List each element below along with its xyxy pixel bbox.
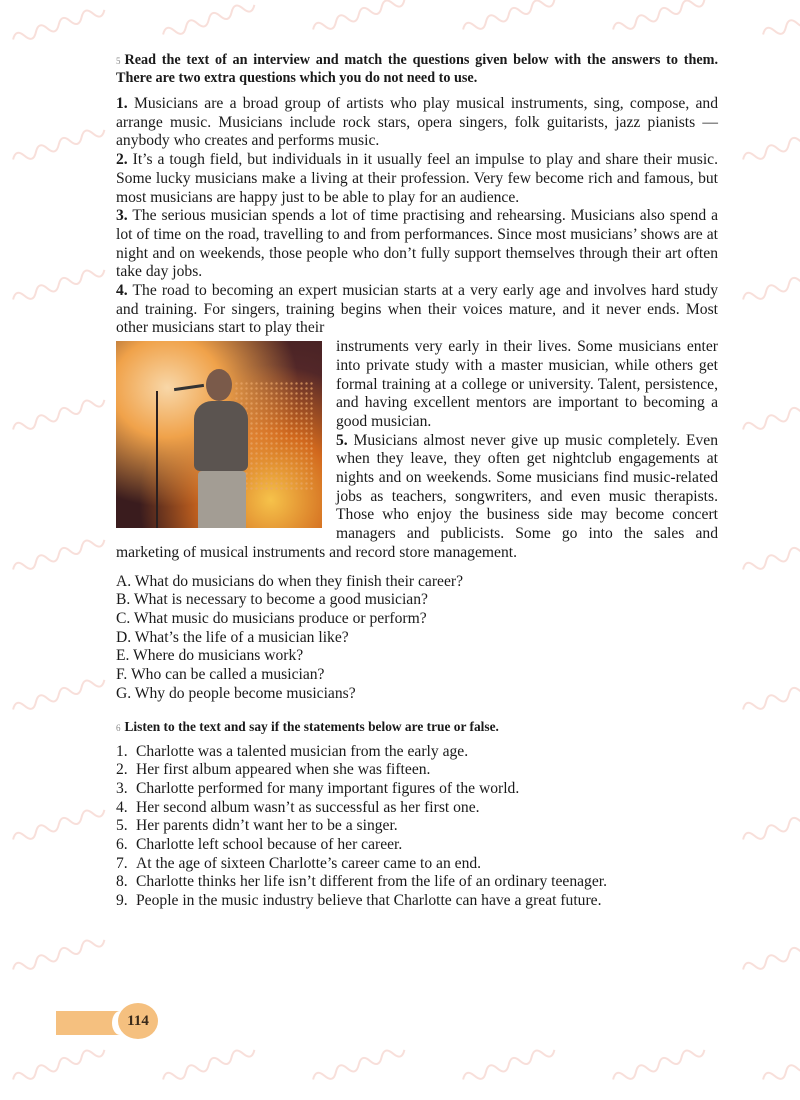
statement-text: Charlotte thinks her life isn’t different from the life of an ordinary teenager. bbox=[136, 873, 607, 891]
instruction-text: Read the text of an interview and match the questions given below with the answers to them. There are two extra questions which you do not need to use. bbox=[116, 52, 718, 86]
singer-legs bbox=[198, 471, 246, 528]
watermark-stamp bbox=[12, 1045, 106, 1084]
answer-paragraph bbox=[116, 151, 718, 207]
textbook-page bbox=[116, 52, 718, 911]
statement-item bbox=[116, 761, 718, 780]
watermark-stamp bbox=[742, 395, 800, 434]
concert-singer-photo bbox=[116, 341, 322, 528]
page-number: 114 bbox=[118, 1003, 158, 1039]
question-item: F. Who can be called a musician? bbox=[116, 666, 325, 684]
watermark-stamp bbox=[12, 805, 106, 844]
statement-text: At the age of sixteen Charlotte’s career came to an end. bbox=[136, 854, 482, 872]
statement-item bbox=[116, 743, 718, 762]
page-number-tab bbox=[56, 1003, 166, 1039]
paragraph-text: Musicians are a broad group of artists who play musical instruments, sing, compose, and arrange music. Musicians include rock stars, opera singers, folk guitarists, jazz pianists — anybody who creates and performs music. bbox=[116, 95, 718, 150]
statement-list bbox=[116, 743, 718, 911]
watermark-stamp bbox=[742, 675, 800, 714]
statement-number: 5. bbox=[116, 817, 128, 835]
answer-paragraph bbox=[116, 207, 718, 282]
statement-number: 7. bbox=[116, 854, 128, 872]
question-item: A. What do musicians do when they finish their career? bbox=[116, 572, 463, 590]
statement-text: Charlotte left school because of her career. bbox=[136, 836, 403, 854]
watermark-stamp bbox=[162, 1045, 256, 1084]
paragraph-text: The road to becoming an expert musician starts at a very early age and involves hard study and training. For singers, training begins when their voices mature, and it never ends. Most other musicians start to play their bbox=[116, 282, 718, 337]
paragraph-number: 4. bbox=[116, 282, 128, 300]
statement-text: Charlotte performed for many important figures of the world. bbox=[136, 779, 520, 797]
statement-item bbox=[116, 892, 718, 911]
paragraph-text: Musicians almost never give up music completely. Even when they leave, they often get nightclub engagements at nights and on weekends. Some musicians find music-related jobs as teachers, songwriters, and even music therapists. Those who enjoy the business side may become concert managers and publicists. Some go into the sales and marketing of musical instruments and record store management. bbox=[116, 431, 718, 561]
watermark-stamp bbox=[12, 125, 106, 164]
statement-number: 6. bbox=[116, 836, 128, 854]
question-item: D. What’s the life of a musician like? bbox=[116, 628, 349, 646]
watermark-stamp bbox=[12, 535, 106, 574]
watermark-stamp bbox=[762, 1045, 800, 1084]
watermark-stamp bbox=[12, 5, 106, 44]
watermark-stamp bbox=[462, 1045, 556, 1084]
watermark-stamp bbox=[612, 0, 706, 34]
watermark-stamp bbox=[742, 265, 800, 304]
statement-text: People in the music industry believe that Charlotte can have a great future. bbox=[136, 892, 602, 910]
statement-number: 3. bbox=[116, 779, 128, 797]
paragraph-text: The serious musician spends a lot of time practising and rehearsing. Musicians also spend a lot of time on the road, travelling to and from performances. Since most musicians’ shows are at night and on weekends, those people who don’t fully support themselves through their art often take day jobs. bbox=[116, 207, 718, 281]
microphone bbox=[174, 384, 204, 391]
page-tab-bar bbox=[56, 1011, 120, 1035]
question-item: G. Why do people become musicians? bbox=[116, 684, 356, 702]
task-number: 6 bbox=[116, 722, 121, 733]
statement-text: Her first album appeared when she was fifteen. bbox=[136, 761, 431, 779]
task-instruction bbox=[116, 52, 718, 87]
singer-head bbox=[206, 369, 232, 401]
question-item: C. What music do musicians produce or perform? bbox=[116, 609, 427, 627]
paragraph-number: 5. bbox=[336, 431, 348, 449]
statement-number: 4. bbox=[116, 798, 128, 816]
watermark-stamp bbox=[742, 125, 800, 164]
watermark-stamp bbox=[12, 265, 106, 304]
task-reading bbox=[116, 52, 718, 704]
paragraph-number: 2. bbox=[116, 151, 128, 169]
statement-number: 9. bbox=[116, 892, 128, 910]
watermark-stamp bbox=[312, 0, 406, 34]
statement-text: Her second album wasn’t as successful as her first one. bbox=[136, 798, 480, 816]
statement-item bbox=[116, 799, 718, 818]
paragraph-text-continued: instruments very early in their lives. Some musicians enter into private study with a master musician, while others get formal training at a college or university. Talent, persistence, and having excellent mentors are important to becoming a good musician. bbox=[336, 338, 718, 430]
answer-paragraph bbox=[116, 282, 718, 338]
question-list bbox=[116, 573, 718, 704]
question-item: B. What is necessary to become a good musician? bbox=[116, 591, 428, 609]
paragraph-text: It’s a tough field, but individuals in it usually feel an impulse to play and share their music. Some lucky musicians make a living at their profession. Very few become rich and famous, but most musicians are happy just to be able to play for an audience. bbox=[116, 151, 718, 206]
statement-item bbox=[116, 836, 718, 855]
watermark-stamp bbox=[742, 535, 800, 574]
watermark-stamp bbox=[12, 675, 106, 714]
question-item: E. Where do musicians work? bbox=[116, 647, 304, 665]
task-instruction bbox=[116, 718, 718, 737]
watermark-stamp bbox=[762, 0, 800, 39]
watermark-stamp bbox=[12, 935, 106, 974]
statement-number: 1. bbox=[116, 742, 128, 760]
watermark-stamp bbox=[742, 935, 800, 974]
watermark-stamp bbox=[612, 1045, 706, 1084]
watermark-stamp bbox=[162, 0, 256, 39]
answer-paragraph bbox=[116, 95, 718, 151]
watermark-stamp bbox=[312, 1045, 406, 1084]
mic-stand bbox=[156, 391, 158, 528]
paragraph-number: 1. bbox=[116, 95, 128, 112]
paragraph-number: 3. bbox=[116, 207, 128, 225]
statement-text: Charlotte was a talented musician from the early age. bbox=[136, 742, 469, 760]
task-listening bbox=[116, 718, 718, 911]
watermark-stamp bbox=[742, 805, 800, 844]
statement-item bbox=[116, 780, 718, 799]
statement-text: Her parents didn’t want her to be a singer. bbox=[136, 817, 398, 835]
statement-item bbox=[116, 873, 718, 892]
instruction-text: Listen to the text and say if the statements below are true or false. bbox=[124, 718, 499, 734]
singer-body bbox=[194, 401, 248, 471]
interview-text bbox=[116, 95, 718, 563]
task-number: 5 bbox=[116, 56, 121, 66]
statement-number: 2. bbox=[116, 761, 128, 779]
statement-number: 8. bbox=[116, 873, 128, 891]
statement-item bbox=[116, 817, 718, 836]
watermark-stamp bbox=[12, 395, 106, 434]
statement-item bbox=[116, 855, 718, 874]
watermark-stamp bbox=[462, 0, 556, 34]
